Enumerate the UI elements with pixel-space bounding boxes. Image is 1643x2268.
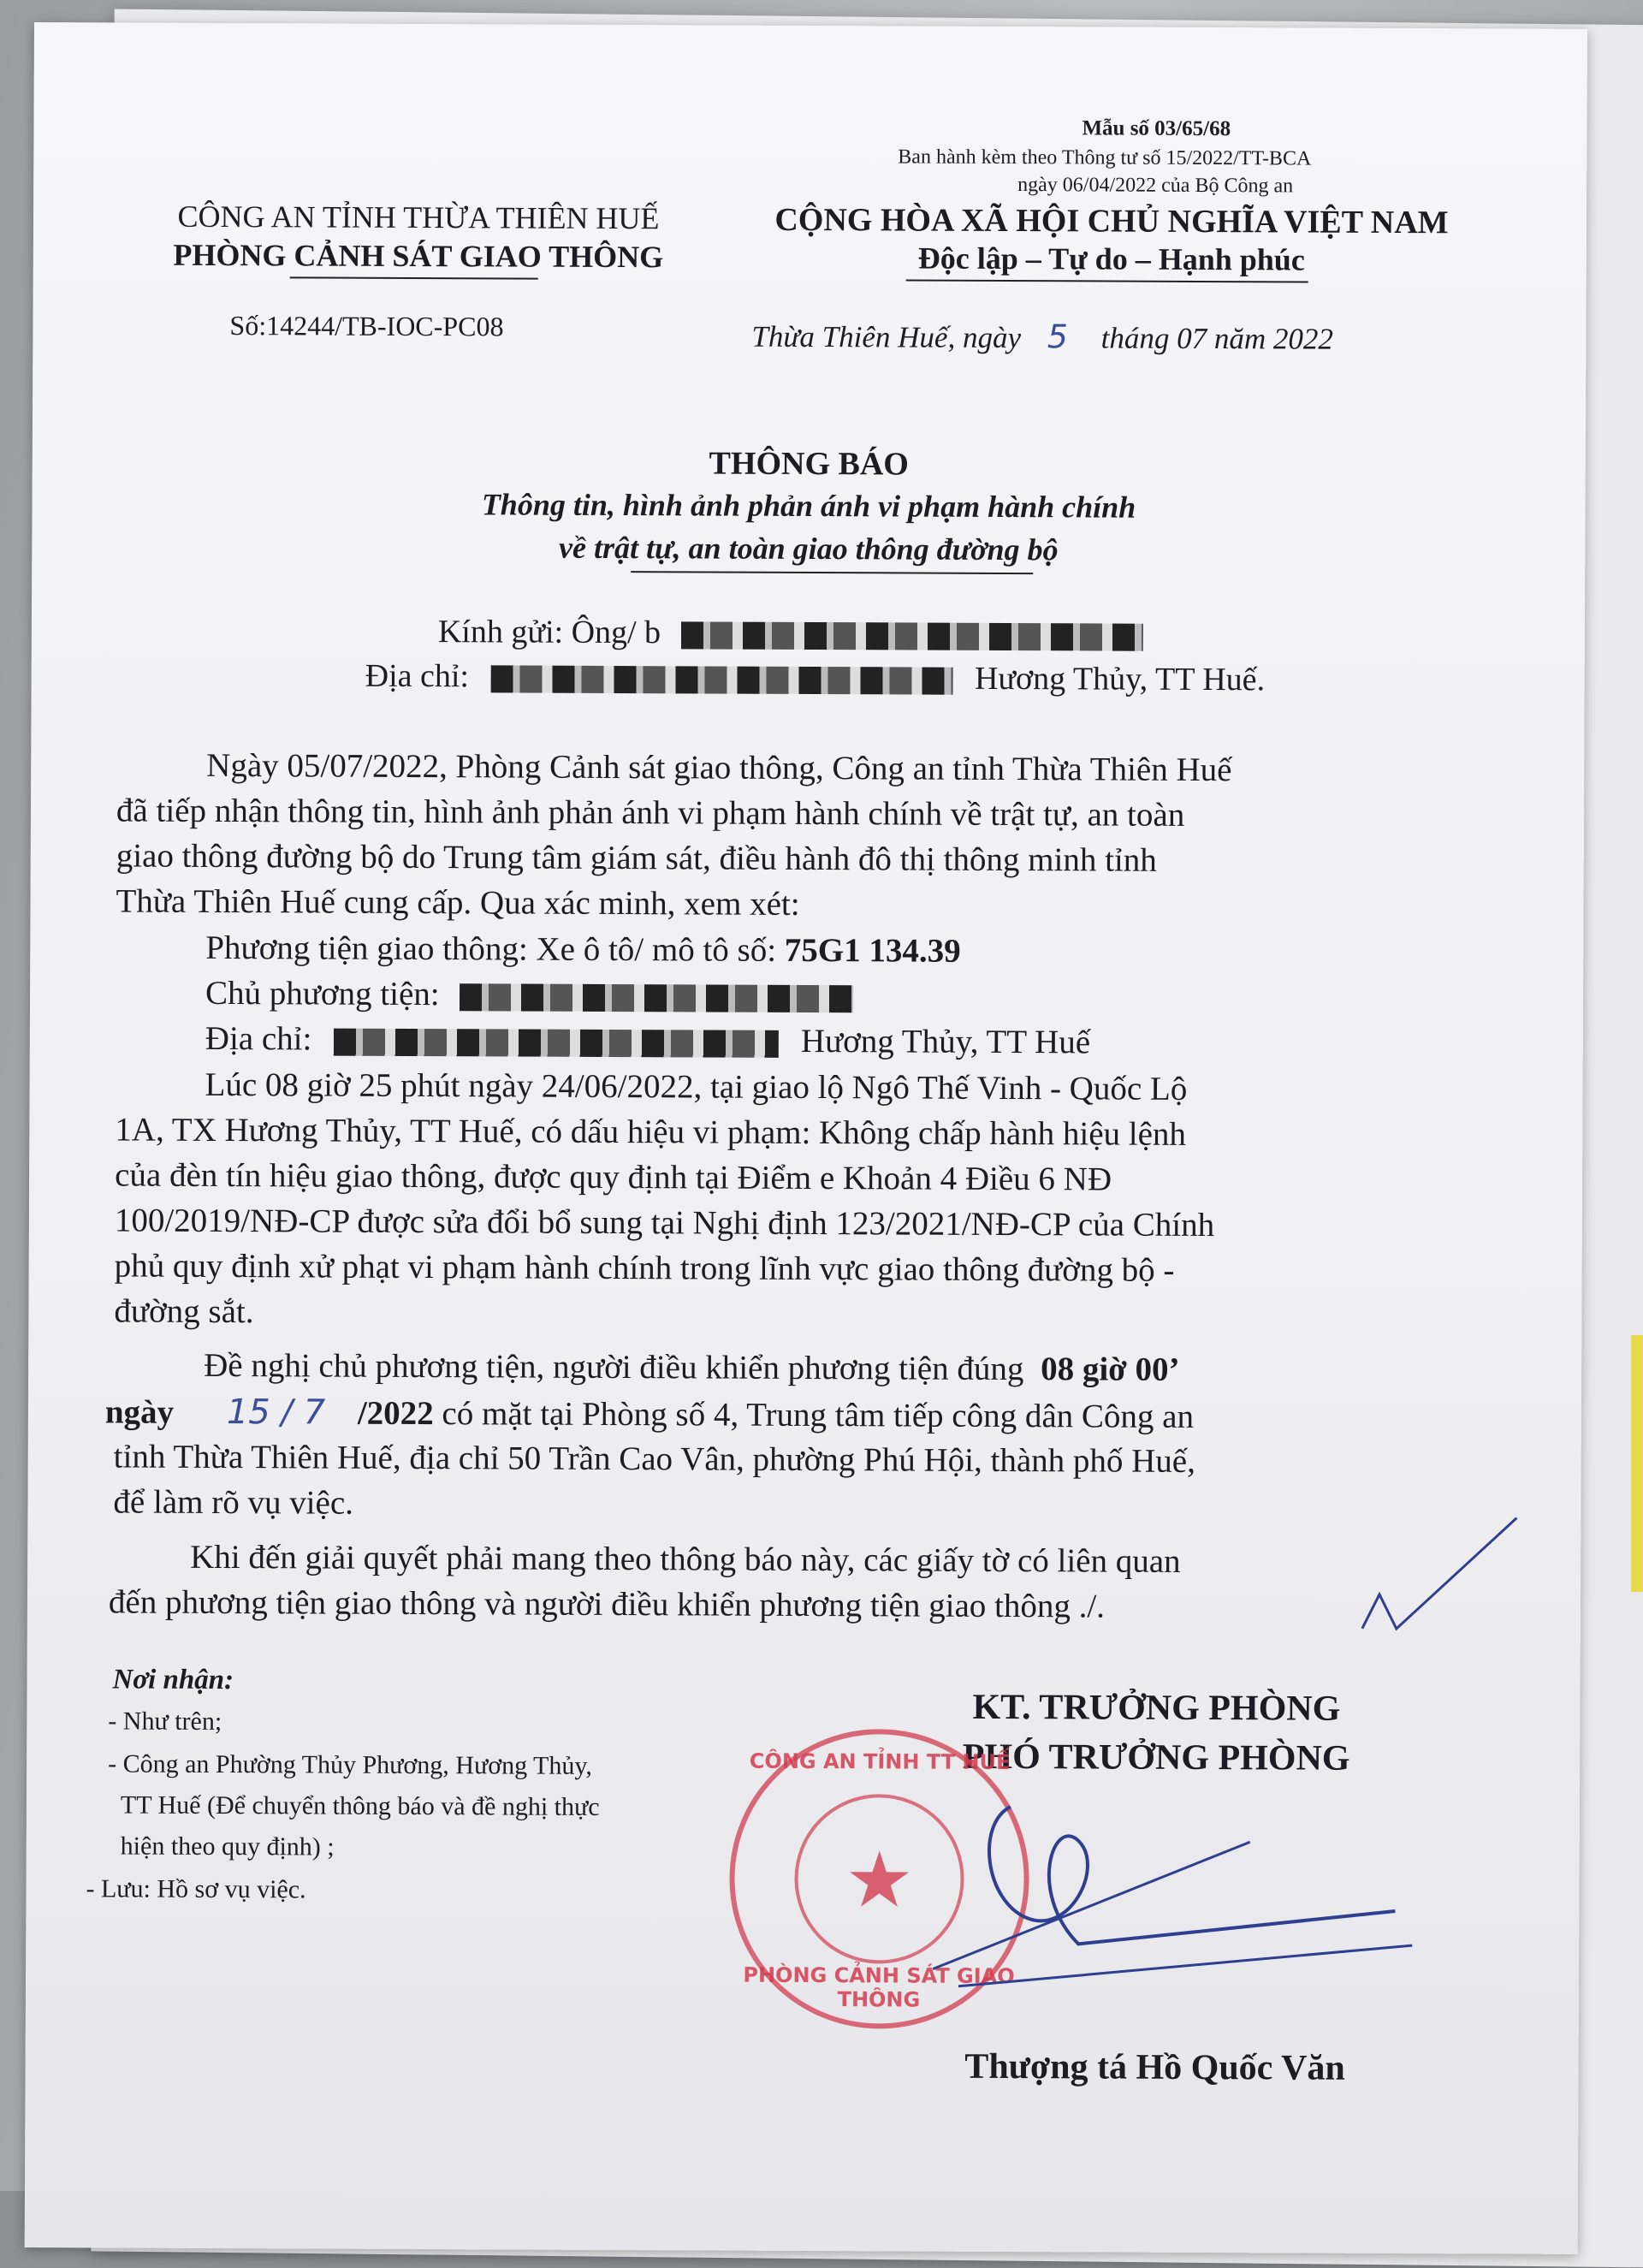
recipients-item: hiện theo quy định) ; <box>120 1832 335 1861</box>
license-plate: 75G1 134.39 <box>784 931 961 970</box>
notice-subtitle-2: về trật tự, an toàn giao thông đường bộ <box>558 530 1059 567</box>
recipients-item: - Như trên; <box>108 1707 222 1737</box>
greeting-text: Kính gửi: Ông/ b <box>437 614 661 651</box>
stamp-top-text: CÔNG AN TỈNH TT HUẾ <box>749 1748 1011 1775</box>
handwritten-signature <box>881 1772 1430 2048</box>
body-line: đã tiếp nhận thông tin, hình ảnh phản ánh vi phạm hành chính về trật tự, an toàn <box>116 792 1185 834</box>
body-line: 1A, TX Hương Thủy, TT Huế, có dấu hiệu vi phạm: Không chấp hành hiệu lệnh <box>115 1111 1187 1153</box>
body-line: Thừa Thiên Huế cung cấp. Qua xác minh, xem xét: <box>116 882 800 923</box>
vehicle-line <box>205 929 961 971</box>
redacted-owner <box>460 983 853 1012</box>
recipients-item: TT Huế (Để chuyển thông báo và đề nghị thực <box>120 1790 600 1821</box>
date-suffix: tháng 07 năm 2022 <box>1100 321 1334 356</box>
date-prefix: Thừa Thiên Huế, ngày <box>751 319 1022 355</box>
address-label: Địa chỉ: <box>365 657 470 695</box>
body-line: tỉnh Thừa Thiên Huế, địa chỉ 50 Trần Cao Vân, phường Phú Hội, thành phố Huế, <box>113 1438 1196 1480</box>
owner-address-line <box>205 1019 1090 1062</box>
recipients-item: - Công an Phường Thủy Phương, Hương Thủy, <box>108 1749 593 1780</box>
address-tail: Hương Thủy, TT Huế. <box>974 660 1266 698</box>
recipient-greeting <box>438 613 1143 654</box>
redacted-owner-address <box>334 1029 779 1058</box>
appointment-time: 08 giờ 00’ <box>1041 1351 1180 1388</box>
notice-title: THÔNG BÁO <box>709 445 910 483</box>
owner-label: Chủ phương tiện: <box>205 974 440 1013</box>
document-number: Số:14244/TB-IOC-PC08 <box>229 310 504 342</box>
yellow-folder-edge <box>1631 1335 1643 1592</box>
handwritten-appointment-date: 15 / 7 <box>226 1392 326 1433</box>
signature-role-2: PHÓ TRƯỞNG PHÒNG <box>962 1737 1350 1778</box>
body-line: phủ quy định xử phạt vi phạm hành chính trong lĩnh vực giao thông đường bộ - <box>114 1247 1175 1289</box>
redacted-name <box>681 622 1143 651</box>
recipients-heading: Nơi nhận: <box>112 1664 234 1696</box>
recipients-item: - Lưu: Hồ sơ vụ việc. <box>86 1874 306 1904</box>
handwritten-day: 5 <box>1047 318 1069 356</box>
owner-address-label: Địa chỉ: <box>205 1019 312 1058</box>
body-line: 100/2019/NĐ-CP được sửa đổi bổ sung tại Nghị định 123/2021/NĐ-CP của Chính <box>114 1202 1215 1244</box>
handwritten-initial-mark <box>1311 1500 1534 1647</box>
appointment-location: có mặt tại Phòng số 4, Trung tâm tiếp công dân Công an <box>442 1395 1195 1435</box>
appointment-text: Đề nghị chủ phương tiện, người điều khiển phương tiện đúng <box>204 1346 1024 1388</box>
notice-subtitle-1: Thông tin, hình ảnh phản ánh vi phạm hành chính <box>481 487 1136 525</box>
department-name: PHÒNG CẢNH SÁT GIAO THÔNG <box>173 237 664 275</box>
place-date <box>751 317 1333 357</box>
vehicle-label: Phương tiện giao thông: Xe ô tô/ mô tô số: <box>205 929 777 969</box>
form-number: Mẫu số 03/65/68 <box>1082 116 1231 141</box>
signature-role-1: KT. TRƯỞNG PHÒNG <box>972 1687 1341 1729</box>
body-line: đến phương tiện giao thông và người điều khiển phương tiện giao thông ./. <box>108 1583 1106 1625</box>
body-line: của đèn tín hiệu giao thông, được quy định tại Điểm e Khoản 4 Điều 6 NĐ <box>115 1156 1112 1198</box>
title-rule <box>631 571 1033 574</box>
appointment-line-1 <box>204 1346 1180 1389</box>
country-name: CỘNG HÒA XÃ HỘI CHỦ NGHĨA VIỆT NAM <box>774 201 1449 241</box>
owner-line <box>205 974 854 1015</box>
body-line: Ngày 05/07/2022, Phòng Cảnh sát giao thông, Công an tỉnh Thừa Thiên Huế <box>206 746 1232 789</box>
national-motto: Độc lập – Tự do – Hạnh phúc <box>917 240 1305 277</box>
body-line: giao thông đường bộ do Trung tâm giám sát, điều hành đô thị thông minh tỉnh <box>116 837 1157 879</box>
redacted-address <box>490 666 952 695</box>
body-line: để làm rõ vụ việc. <box>113 1483 354 1522</box>
body-line: đường sắt. <box>114 1292 254 1331</box>
recipient-address <box>365 657 1266 699</box>
star-emblem-icon: ★ <box>844 1835 915 1926</box>
agency-name: CÔNG AN TỈNH THỪA THIÊN HUẾ <box>177 199 660 236</box>
form-issued-line1: Ban hành kèm theo Thông tư số 15/2022/TT-BCA <box>898 145 1312 170</box>
form-issued-line2: ngày 06/04/2022 của Bộ Công an <box>1017 174 1294 198</box>
appointment-line-2 <box>105 1392 1194 1436</box>
signer-name: Thượng tá Hồ Quốc Văn <box>964 2046 1345 2088</box>
header-left-rule <box>290 276 538 279</box>
stamp-bottom-text: PHÒNG CẢNH SÁT GIAO THÔNG <box>743 1962 1015 2012</box>
body-line: Khi đến giải quyết phải mang theo thông báo này, các giấy tờ có liên quan <box>190 1538 1181 1580</box>
day-label: ngày <box>104 1393 175 1431</box>
owner-address-tail: Hương Thủy, TT Huế <box>800 1022 1091 1061</box>
appointment-year: /2022 <box>357 1394 434 1433</box>
notice-document <box>25 22 1587 2254</box>
body-line: Lúc 08 giờ 25 phút ngày 24/06/2022, tại giao lộ Ngô Thế Vinh - Quốc Lộ <box>205 1066 1188 1107</box>
header-right-rule <box>906 279 1308 282</box>
